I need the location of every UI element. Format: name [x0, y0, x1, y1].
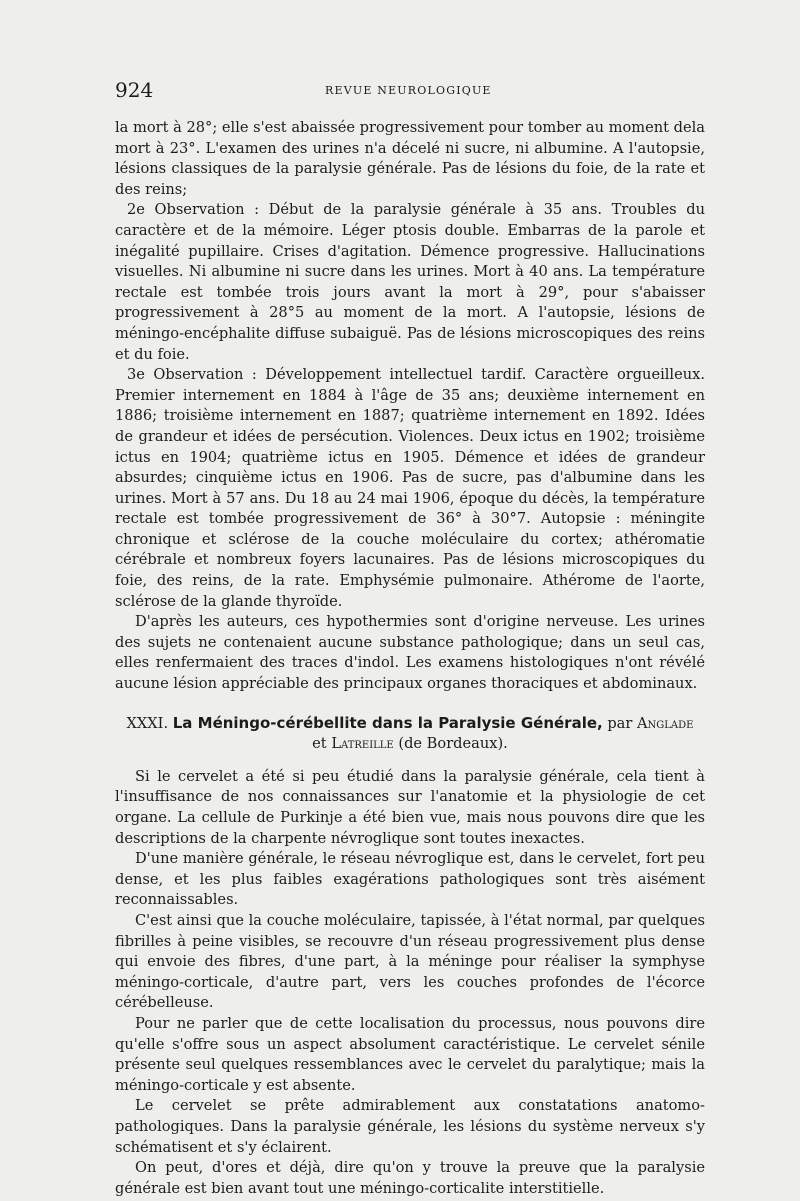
article-and: et [312, 735, 327, 753]
paragraph: On peut, d'ores et déjà, dire qu'on y trouve la preuve que la paralysie générale est bien avant tout une méningo-corticalite interstitielle. [115, 1159, 705, 1197]
paragraph: D'une manière générale, le réseau névroglique est, dans le cervelet, fort peu dense, et les plus faibles exagérations pathologiques sont très aisément reconnaissables. [115, 850, 705, 909]
paragraph: 3e Observation : Développement intellectuel tardif. Caractère orgueilleux. Premier internement en 1884 à l'âge de 35 ans; deuxième internement en 1886; troisième internement en 1887; quatrième internement en 1892. Idées de grandeur et idées de persécution. Violences. Deux ictus en 1902; troisième ictus en 1904; quatrième ictus en 1905. Démence et idées de grandeur absurdes; cinquième ictus en 1906. Pas de sucre, pas d'albumine dans les urines. Mort à 57 ans. Du 18 au 24 mai 1906, époque du décès, la température rectale est tombée progressivement de 36° à 30°7. Autopsie : méningite chronique et sclérose de la couche moléculaire du cortex; athéromatie cérébrale et nombreux foyers lacunaires. Pas de lésions microscopiques du foie, des reins, de la rate. Emphysémie pulmonaire. Athérome de l'aorte, sclérose de la glande thyroïde. [115, 366, 705, 610]
author-affiliation: (de Bordeaux). [398, 735, 508, 753]
author-name: Anglade [637, 714, 694, 732]
article-section [115, 713, 705, 1200]
paragraph: Le cervelet se prête admirablement aux constatations anatomo-pathologiques. Dans la paralysie générale, les lésions du système nerveux s'y schématisent et s'y éclairent. [115, 1097, 705, 1156]
paragraph: la mort à 28°; elle s'est abaissée progressivement pour tomber au moment dela mort à 23°. L'examen des urines n'a décelé ni sucre, ni albumine. A l'autopsie, lésions classiques de la paralysie générale. Pas de lésions du foie, de la rate et des reins; [115, 119, 705, 198]
paragraph: C'est ainsi que la couche moléculaire, tapissée, à l'état normal, par quelques fibrilles à peine visibles, se recouvre d'un réseau progressivement plus dense qui envoie des fibres, d'une part, à la méninge pour réaliser la symphyse méningo-corticale, d'autre part, vers les couches profondes de l'écorce cérébelleuse. [115, 911, 705, 1012]
paragraph: Si le cervelet a été si peu étudié dans la paralysie générale, cela tient à l'insuffisance de nos connaissances sur l'anatomie et la physiologie de cet organe. La cellule de Purkinje a été bien vue, mais nous pouvons dire que les descriptions de la charpente névroglique sont toutes inexactes. [115, 767, 705, 847]
paragraph: D'après les auteurs, ces hypothermies sont d'origine nerveuse. Les urines des sujets ne contenaient aucune substance pathologique; dans un seul cas, elles renfermaient des traces d'indol. Les examens histologiques n'ont révélé aucune lésion appréciable des principaux organes thoraciques et abdominaux. [115, 613, 705, 693]
running-title: REVUE NEUROLOGIQUE [325, 84, 492, 97]
page-header [115, 78, 695, 102]
author-name: Latreille [331, 735, 394, 753]
article-number: XXXI. [126, 714, 169, 732]
paragraph: Pour ne parler que de cette localisation du processus, nous pouvons dire qu'elle s'offre sous un aspect absolument caractéristique. Le cervelet sénile présente seul quelques ressemblances avec le cervelet du paralytique; mais la méningo-corticale y est absente. [115, 1014, 705, 1094]
article-heading [115, 713, 705, 755]
page-number: 924 [115, 78, 154, 102]
article-by: par [607, 714, 633, 732]
article-title: La Méningo-cérébellite dans la Paralysie Générale, [172, 713, 603, 732]
page-body [115, 118, 705, 1199]
paragraph: 2e Observation : Début de la paralysie générale à 35 ans. Troubles du caractère et de la mémoire. Léger ptosis double. Embarras de la parole et inégalité pupillaire. Crises d'agitation. Démence progressive. Hallucinations visuelles. Ni albumine ni sucre dans les urines. Mort à 40 ans. La température rectale est tombée trois jours avant la mort à 29°, pour s'abaisser progressivement à 28°5 au moment de la mort. A l'autopsie, lésions de méningo-encéphalite diffuse subaiguë. Pas de lésions microscopiques des reins et du foie. [115, 201, 705, 363]
